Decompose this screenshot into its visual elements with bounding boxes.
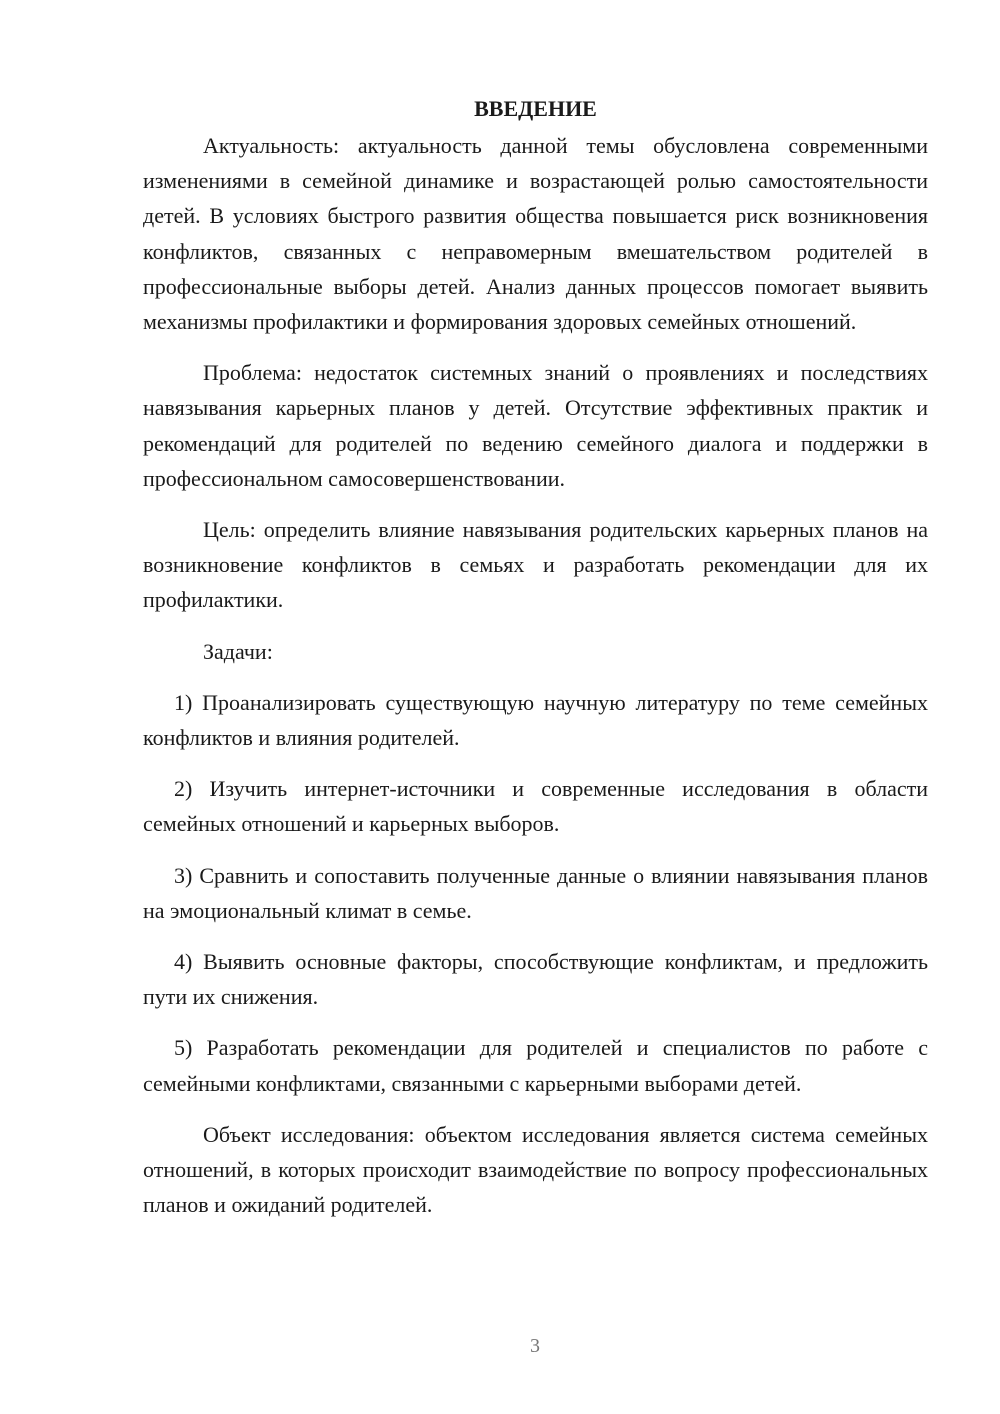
task-item-5: 5) Разработать рекомендации для родителей и специалистов по работе с семейными конфликтами, связанными с карьерными выборами детей. <box>143 1035 928 1096</box>
tasks-heading: Задачи: <box>203 638 273 664</box>
task-item-3: 3) Сравнить и сопоставить полученные данные о влиянии навязывания планов на эмоциональный климат в семье. <box>143 862 928 923</box>
paragraph-problem: Проблема: недостаток системных знаний о проявлениях и последствиях навязывания карьерных планов у детей. Отсутствие эффективных практик и рекомендаций для родителей по ведению семейного диалога и поддержки в профессиональном самосовершенствовании. <box>143 360 928 491</box>
task-item-4: 4) Выявить основные факторы, способствующие конфликтам, и предложить пути их снижения. <box>143 949 928 1010</box>
document-page <box>143 94 928 1238</box>
page-number: 3 <box>530 1335 540 1357</box>
paragraph-relevance: Актуальность: актуальность данной темы обусловлена современными изменениями в семейной динамике и возрастающей ролью самостоятельности детей. В условиях быстрого развития общества повышается риск возникновения конфликтов, связанных с неправомерным вмешательством родителей в профессиональные выборы детей. Анализ данных процессов помогает выявить механизмы профилактики и формирования здоровых семейных отношений. <box>143 133 928 335</box>
paragraph-object: Объект исследования: объектом исследования является система семейных отношений, в которых происходит взаимодействие по вопросу профессиональных планов и ожиданий родителей. <box>143 1121 928 1218</box>
paragraph-goal: Цель: определить влияние навязывания родительских карьерных планов на возникновение конфликтов в семьях и разработать рекомендации для их профилактики. <box>143 517 928 613</box>
document-title: ВВЕДЕНИЕ <box>474 96 597 121</box>
task-item-1: 1) Проанализировать существующую научную литературу по теме семейных конфликтов и влияния родителей. <box>143 689 928 751</box>
task-item-2: 2) Изучить интернет-источники и современные исследования в области семейных отношений и карьерных выборов. <box>143 776 928 837</box>
